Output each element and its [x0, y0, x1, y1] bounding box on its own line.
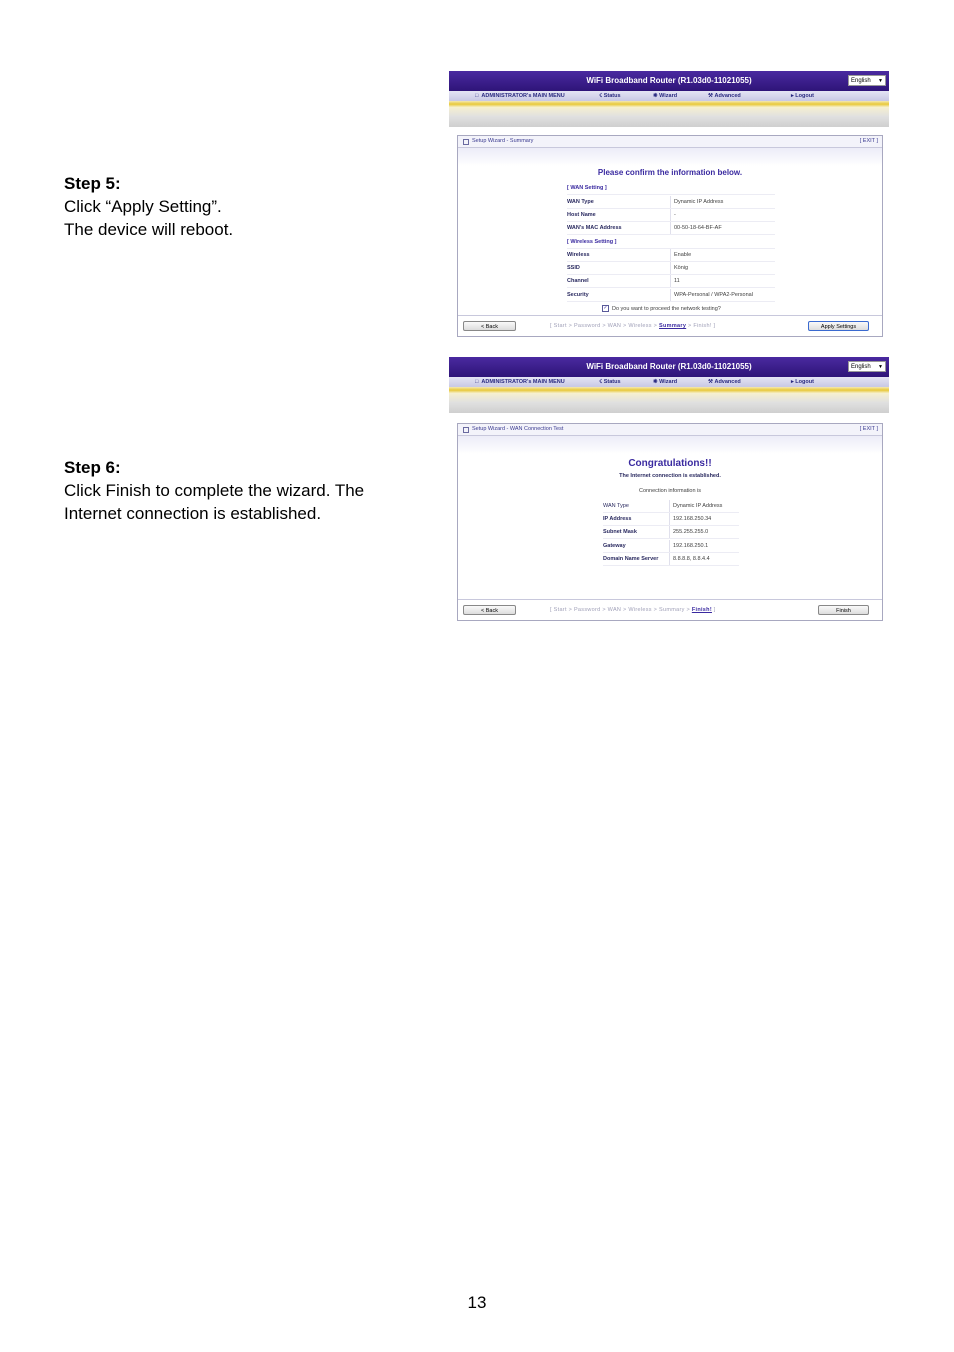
table-row: WAN's MAC Address 00-50-18-64-BF-AF	[567, 222, 775, 235]
apply-settings-button[interactable]: Apply Settings	[808, 321, 869, 331]
table-row: Wireless Enable	[567, 249, 775, 262]
panel-body	[458, 148, 882, 336]
congrats-heading: Congratulations!!	[628, 458, 712, 469]
status-icon: ☇	[599, 93, 603, 99]
panel-body	[458, 436, 882, 620]
wireless-section-label: [ Wireless Setting ]	[567, 236, 775, 249]
status-icon: ☇	[599, 379, 603, 385]
wizard-finish-panel	[457, 423, 883, 621]
square-icon: □	[475, 93, 479, 99]
tools-icon: ⚒	[708, 379, 713, 385]
table-row: Gateway 192.168.250.1	[603, 540, 739, 553]
wizard-footer	[458, 315, 882, 336]
exit-link[interactable]: [ EXIT ]	[859, 138, 878, 144]
menu-item-advanced[interactable]: ⚒ Advanced	[708, 93, 741, 99]
wizard-icon: ❋	[653, 93, 658, 99]
panel-header	[458, 424, 882, 436]
menu-item-main[interactable]: □ ADMINISTRATOR's MAIN MENU	[475, 93, 565, 99]
wizard-icon: ❋	[653, 379, 658, 385]
step-line: Internet connection is established.	[64, 504, 322, 523]
step-6-instructions	[64, 456, 424, 525]
summary-heading: Please confirm the information below.	[597, 168, 743, 177]
wizard-summary-panel	[457, 135, 883, 337]
step-line: Click Finish to complete the wizard. The	[64, 481, 365, 500]
square-icon	[463, 139, 469, 145]
menu-item-logout[interactable]: ▸ Logout	[791, 379, 814, 385]
router-title-bar	[449, 357, 889, 377]
menu-item-main[interactable]: □ ADMINISTRATOR's MAIN MENU	[475, 379, 565, 385]
step-5-instructions	[64, 172, 424, 241]
table-row: WAN Type Dynamic IP Address	[603, 500, 739, 513]
chevron-down-icon: ▼	[878, 364, 883, 370]
table-row: Host Name -	[567, 209, 775, 222]
arrow-right-icon: ▸	[791, 93, 794, 99]
finish-button[interactable]: Finish	[818, 605, 869, 615]
decorative-band	[449, 101, 889, 127]
panel-header	[458, 136, 882, 148]
back-button[interactable]: < Back	[463, 605, 516, 615]
menu-item-wizard[interactable]: ❋ Wizard	[653, 93, 678, 99]
connection-info-label: Connection information is	[638, 488, 702, 494]
language-select[interactable]: English ▼	[848, 361, 886, 372]
table-row: IP Address 192.168.250.34	[603, 513, 739, 526]
square-icon	[463, 427, 469, 433]
breadcrumb: [ Start > Password > WAN > Wireless > Summary > Finish! ]	[550, 607, 716, 613]
menu-item-wizard[interactable]: ❋ Wizard	[653, 379, 678, 385]
panel-title: Setup Wizard - WAN Connection Test	[472, 426, 564, 432]
step-heading: Step 6:	[64, 458, 121, 477]
page-number: 13	[467, 1293, 487, 1312]
table-row: Subnet Mask 255.255.255.0	[603, 526, 739, 539]
step-line: The device will reboot.	[64, 220, 234, 239]
tools-icon: ⚒	[708, 93, 713, 99]
menu-item-advanced[interactable]: ⚒ Advanced	[708, 379, 741, 385]
router-menu-bar	[449, 91, 889, 101]
router-summary-screenshot	[449, 71, 889, 337]
router-menu-bar	[449, 377, 889, 387]
table-row: Channel 11	[567, 275, 775, 288]
checkmark-icon: ✓	[603, 305, 608, 311]
exit-link[interactable]: [ EXIT ]	[859, 426, 878, 432]
router-title: WiFi Broadband Router (R1.03d0-11021055)	[586, 362, 752, 371]
table-row: WAN Type Dynamic IP Address	[567, 196, 775, 209]
connection-established-text: The Internet connection is established.	[619, 473, 721, 479]
network-test-checkbox[interactable]: ✓ Do you want to proceed the network testing?	[603, 305, 721, 312]
router-finish-screenshot	[449, 357, 889, 621]
back-button[interactable]: < Back	[463, 321, 516, 331]
language-select[interactable]: English ▼	[848, 75, 886, 86]
menu-item-status[interactable]: ☇ Status	[599, 379, 621, 385]
step-heading: Step 5:	[64, 174, 121, 193]
wizard-footer	[458, 599, 882, 620]
router-title: WiFi Broadband Router (R1.03d0-11021055)	[586, 76, 752, 85]
menu-item-status[interactable]: ☇ Status	[599, 93, 621, 99]
table-row: Security WPA-Personal / WPA2-Personal	[567, 289, 775, 302]
table-row: SSID König	[567, 262, 775, 275]
chevron-down-icon: ▼	[878, 78, 883, 84]
step-line: Click “Apply Setting”.	[64, 197, 222, 216]
square-icon: □	[475, 379, 479, 385]
panel-title: Setup Wizard - Summary	[472, 138, 534, 144]
router-title-bar	[449, 71, 889, 91]
wan-section-label: [ WAN Setting ]	[567, 182, 775, 195]
decorative-band	[449, 387, 889, 413]
table-row: Domain Name Server 8.8.8.8, 8.8.4.4	[603, 553, 739, 566]
breadcrumb: [ Start > Password > WAN > Wireless > Summary > Finish! ]	[550, 323, 716, 329]
arrow-right-icon: ▸	[791, 379, 794, 385]
menu-item-logout[interactable]: ▸ Logout	[791, 93, 814, 99]
